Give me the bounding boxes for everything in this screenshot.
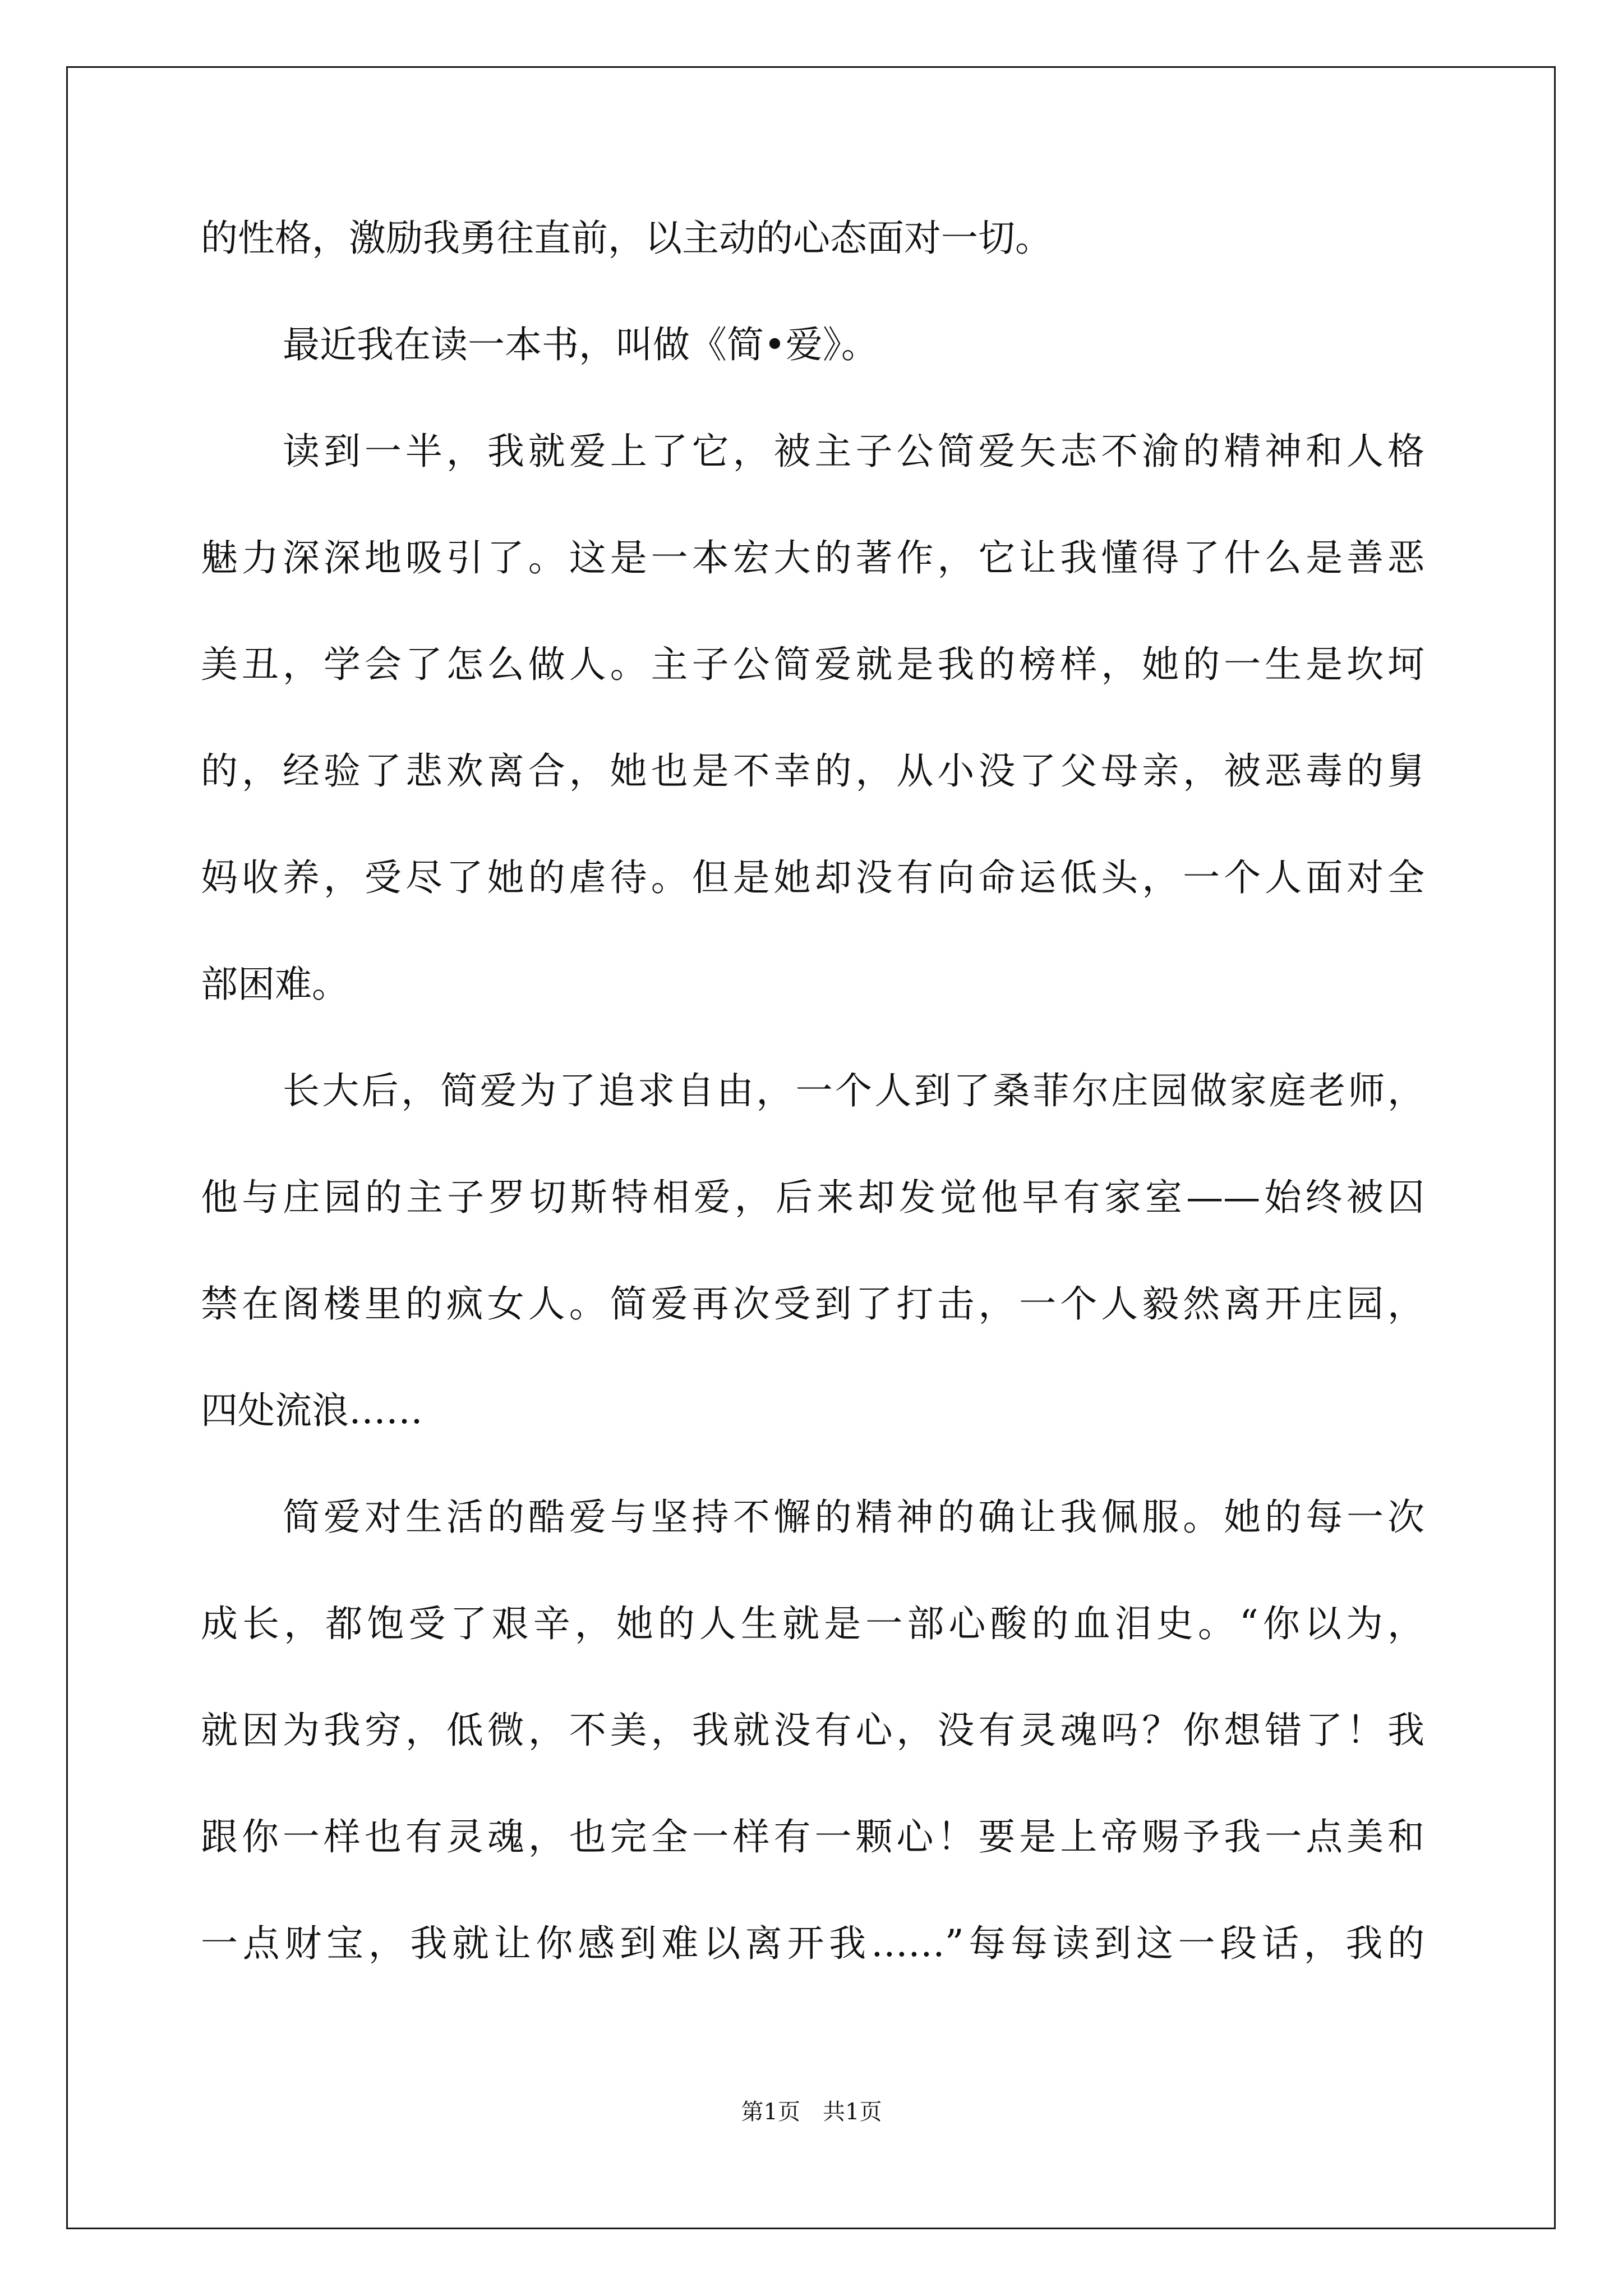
text-line: 魅力深深地吸引了。这是一本宏大的著作，它让我懂得了什么是善恶 (201, 536, 1424, 579)
text-line: 的性格，激励我勇往直前，以主动的心态面对一切。 (201, 217, 1052, 260)
text-line: 四处流浪…… (201, 1389, 423, 1432)
page-number: 第1页 共1页 (741, 2099, 882, 2125)
text-line: 成长，都饱受了艰辛，她的人生就是一部心酸的血泪史。“你以为， (201, 1602, 1424, 1645)
text-line: 美丑，学会了怎么做人。主子公简爱就是我的榜样，她的一生是坎坷 (201, 643, 1424, 686)
paragraph-first-line: 最近我在读一本书，叫做《简•爱》。 (283, 323, 878, 366)
text-line: 妈收养，受尽了她的虐待。但是她却没有向命运低头，一个人面对全 (201, 856, 1424, 899)
text-line: 跟你一样也有灵魂，也完全一样有一颗心！要是上帝赐予我一点美和 (201, 1815, 1424, 1858)
paragraph-first-line: 读到一半，我就爱上了它，被主子公简爱矢志不渝的精神和人格 (283, 430, 1424, 473)
text-line: 他与庄园的主子罗切斯特相爱，后来却发觉他早有家室——始终被囚 (201, 1176, 1424, 1219)
paragraph-first-line: 简爱对生活的酷爱与坚持不懈的精神的确让我佩服。她的每一次 (283, 1496, 1424, 1539)
text-line: 部困难。 (201, 963, 349, 1006)
text-line: 的，经验了悲欢离合，她也是不幸的，从小没了父母亲，被恶毒的舅 (201, 749, 1424, 793)
paragraph-first-line: 长大后，简爱为了追求自由，一个人到了桑菲尔庄园做家庭老师， (283, 1069, 1424, 1112)
text-line: 就因为我穷，低微，不美，我就没有心，没有灵魂吗？你想错了！我 (201, 1709, 1424, 1752)
text-line: 一点财宝，我就让你感到难以离开我……”每每读到这一段话，我的 (201, 1922, 1424, 1965)
text-line: 禁在阁楼里的疯女人。简爱再次受到了打击，一个人毅然离开庄园， (201, 1282, 1424, 1326)
page-border (66, 66, 1556, 2229)
